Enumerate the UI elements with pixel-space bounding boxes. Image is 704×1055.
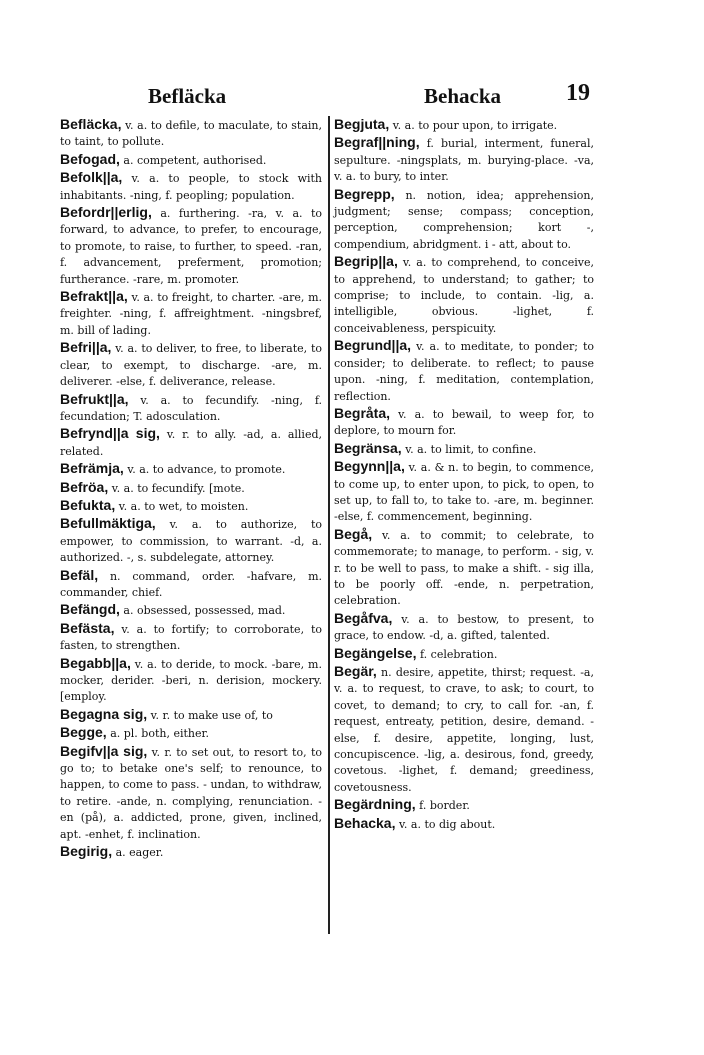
dictionary-entry bbox=[334, 116, 594, 134]
headword: Begrip||a, bbox=[334, 253, 398, 270]
definition: a. furthering. -ra, v. a. to forward, to advance, to prefer, to encourage, to promote, to raise, to further, to speed. -ran, f. advancement, preferment, promotion; furtherance. -rare, m. promoter. bbox=[60, 207, 322, 286]
headword: Befolk||a, bbox=[60, 169, 123, 186]
definition: v. a. to deliver, to free, to liberate, to clear, to exempt, to discharge. -are, m. deliverer. -else, f. deliverance, release. bbox=[60, 342, 322, 389]
definition: n. notion, idea; apprehension, judgment; sense; compass; conception, perception, comprehension; kort -, compendium, abridgment. i - att, about to. bbox=[334, 188, 594, 251]
dictionary-entry bbox=[60, 601, 322, 619]
dictionary-entry bbox=[60, 391, 322, 426]
headword: Befrynd||a sig, bbox=[60, 425, 160, 442]
dictionary-entry bbox=[60, 515, 322, 566]
dictionary-entry bbox=[60, 479, 322, 497]
dictionary-entry bbox=[334, 815, 594, 833]
dictionary-entry bbox=[334, 440, 594, 458]
headword: Begå, bbox=[334, 525, 373, 542]
definition: v. a. to deride, to mock. -bare, m. mocker, derider. -beri, n. derision, mockery. [employ. bbox=[60, 657, 322, 704]
definition: v. a. to fecundify. -ning, f. fecundation; T. adosculation. bbox=[60, 393, 322, 423]
left-column bbox=[60, 116, 322, 861]
page-number: 19 bbox=[566, 80, 590, 106]
headword: Begär, bbox=[334, 663, 377, 679]
headword: Begirig, bbox=[60, 843, 113, 860]
dictionary-entry bbox=[60, 425, 322, 460]
headword: Begrepp, bbox=[334, 185, 395, 202]
dictionary-entry bbox=[60, 706, 322, 724]
dictionary-entry bbox=[60, 151, 322, 169]
definition: f. burial, interment, funeral, sepulture. -ningsplats, m. burying-place. -va, v. a. to bury, to inter. bbox=[334, 137, 594, 184]
headword: Befästa, bbox=[60, 619, 115, 636]
definition: v. a. to authorize, to empower, to commission, to warrant. -d, a. authorized. -, s. subdelegate, attorney. bbox=[60, 518, 322, 565]
dictionary-entry bbox=[60, 743, 322, 843]
dictionary-entry bbox=[334, 405, 594, 440]
dictionary-entry bbox=[60, 288, 322, 339]
definition: v. a. to comprehend, to conceive, to apprehend, to understand; to gather; to comprise; to include, to contain. -lig, a. intelligible, obvious. -lighet, f. conceivableness, perspicuity. bbox=[334, 256, 594, 335]
dictionary-entry bbox=[60, 620, 322, 655]
headword: Befröa, bbox=[60, 478, 109, 495]
headword: Befrukt||a, bbox=[60, 390, 129, 407]
dictionary-entry bbox=[334, 458, 594, 526]
definition: v. a. to bestow, to present, to grace, to endow. -d, a. gifted, talented. bbox=[334, 612, 594, 643]
headword: Begråta, bbox=[334, 404, 391, 421]
running-head-left: Befläcka bbox=[148, 84, 227, 108]
headword: Begjuta, bbox=[334, 116, 390, 132]
definition: v. a. to limit, to confine. bbox=[405, 442, 537, 456]
headword: Befordr||erlig, bbox=[60, 204, 152, 221]
definition: a. pl. both, either. bbox=[110, 727, 210, 741]
definition: v. a. to meditate, to ponder; to consider; to deliberate. to reflect; to pause upon. -ning, f. meditation, contemplation, reflection. bbox=[334, 340, 594, 403]
dictionary-entry bbox=[60, 655, 322, 706]
dictionary-entry bbox=[334, 337, 594, 405]
headword: Begärdning, bbox=[334, 796, 416, 813]
dictionary-entry bbox=[60, 567, 322, 602]
headword: Befukta, bbox=[60, 496, 116, 513]
headword: Befläcka, bbox=[60, 116, 122, 132]
definition: v. a. to fecundify. [mote. bbox=[111, 481, 245, 495]
dictionary-entry bbox=[60, 116, 322, 151]
definition: n. desire, appetite, thirst; request. -a, v. a. to request, to crave, to ask; to court, to covet, to demand; to cry, to call for. -an, f. request, entreaty, petition, desire, demand. -else, f. desire, appetite, longing, lust, concupiscence. -lig, a. desirous, fond, greedy, covetous. -lighet, f. demand; greediness, covetousness. bbox=[334, 666, 594, 794]
headword: Befogad, bbox=[60, 150, 120, 167]
dictionary-entry bbox=[334, 253, 594, 337]
dictionary-entry bbox=[60, 460, 322, 478]
dictionary-entry bbox=[334, 526, 594, 610]
headword: Befäl, bbox=[60, 566, 99, 583]
headword: Begynn||a, bbox=[334, 458, 405, 475]
definition: v. a. to bewail, to weep for, to deplore, to mourn for. bbox=[334, 407, 594, 438]
headword: Begrund||a, bbox=[334, 337, 412, 354]
definition: v. a. & n. to begin, to commence, to come up, to enter upon, to pick, to open, to set up, to fall to, to take to. -are, m. beginner. -else, f. commencement, beginning. bbox=[334, 461, 594, 524]
column-divider bbox=[328, 116, 330, 934]
headword: Begraf||ning, bbox=[334, 134, 420, 151]
headword: Begagna sig, bbox=[60, 705, 148, 722]
headword: Begränsa, bbox=[334, 439, 402, 456]
definition: v. a. to defile, to maculate, to stain, to taint, to pollute. bbox=[60, 119, 323, 149]
definition: v. a. to pour upon, to irrigate. bbox=[392, 119, 558, 132]
definition: v. a. to people, to stock with inhabitants. -ning, f. peopling; population. bbox=[60, 172, 323, 202]
definition: v. r. to set out, to resort to, to go to; to betake one's self; to renounce, to happen, to come to pass. - undan, to withdraw, to retire. -ande, n. complying, renunciation. -en (på), a. addicted, prone, given, inclined, apt. -enhet, f. inclination. bbox=[60, 745, 322, 841]
definition: v. a. to wet, to moisten. bbox=[118, 499, 249, 513]
headword: Befullmäktiga, bbox=[60, 515, 156, 532]
dictionary-entry bbox=[60, 497, 322, 515]
headword: Begängelse, bbox=[334, 644, 417, 661]
dictionary-entry bbox=[60, 724, 322, 742]
dictionary-entry bbox=[334, 663, 594, 796]
definition: v. a. to advance, to promote. bbox=[127, 463, 286, 477]
definition: v. a. to freight, to charter. -are, m. freighter. -ning, f. affreightment. -ningsbref, m. bill of lading. bbox=[60, 291, 322, 337]
headword: Begge, bbox=[60, 724, 107, 741]
dictionary-entry bbox=[334, 645, 594, 663]
definition: a. competent, authorised. bbox=[123, 153, 267, 167]
headword: Befrakt||a, bbox=[60, 288, 128, 305]
dictionary-entry bbox=[60, 169, 322, 204]
definition: f. border. bbox=[419, 799, 470, 813]
headword: Befängd, bbox=[60, 601, 120, 618]
definition: f. celebration. bbox=[419, 647, 498, 661]
dictionary-entry bbox=[334, 134, 594, 185]
dictionary-entry bbox=[60, 339, 322, 390]
definition: a. eager. bbox=[115, 846, 164, 860]
dictionary-entry bbox=[60, 843, 322, 861]
right-column bbox=[334, 116, 594, 833]
headword: Behacka, bbox=[334, 814, 396, 831]
definition: v. a. to commit; to celebrate, to commemorate; to manage, to perform. - sig, v. r. to be well to pass, to make a shift. - sig illa, to be poorly off. -ende, n. perpetration, celebration. bbox=[334, 528, 594, 608]
running-head-right: Behacka bbox=[424, 84, 502, 108]
headword: Begabb||a, bbox=[60, 654, 131, 671]
dictionary-entry bbox=[334, 610, 594, 645]
headword: Befrämja, bbox=[60, 460, 124, 477]
headword: Befri||a, bbox=[60, 339, 112, 356]
definition: v. r. to make use of, to bbox=[150, 708, 273, 722]
dictionary-entry bbox=[334, 186, 594, 254]
headword: Begåfva, bbox=[334, 609, 393, 626]
dictionary-entry bbox=[60, 204, 322, 288]
definition: v. r. to ally. -ad, a. allied, related. bbox=[60, 428, 322, 458]
dictionary-entry bbox=[334, 796, 594, 814]
definition: n. command, order. -hafvare, m. commander, chief. bbox=[60, 569, 322, 599]
headword: Begifv||a sig, bbox=[60, 742, 148, 759]
definition: a. obsessed, possessed, mad. bbox=[123, 604, 286, 618]
definition: v. a. to fortify; to corroborate, to fasten, to strengthen. bbox=[60, 622, 322, 653]
definition: v. a. to dig about. bbox=[398, 817, 496, 831]
